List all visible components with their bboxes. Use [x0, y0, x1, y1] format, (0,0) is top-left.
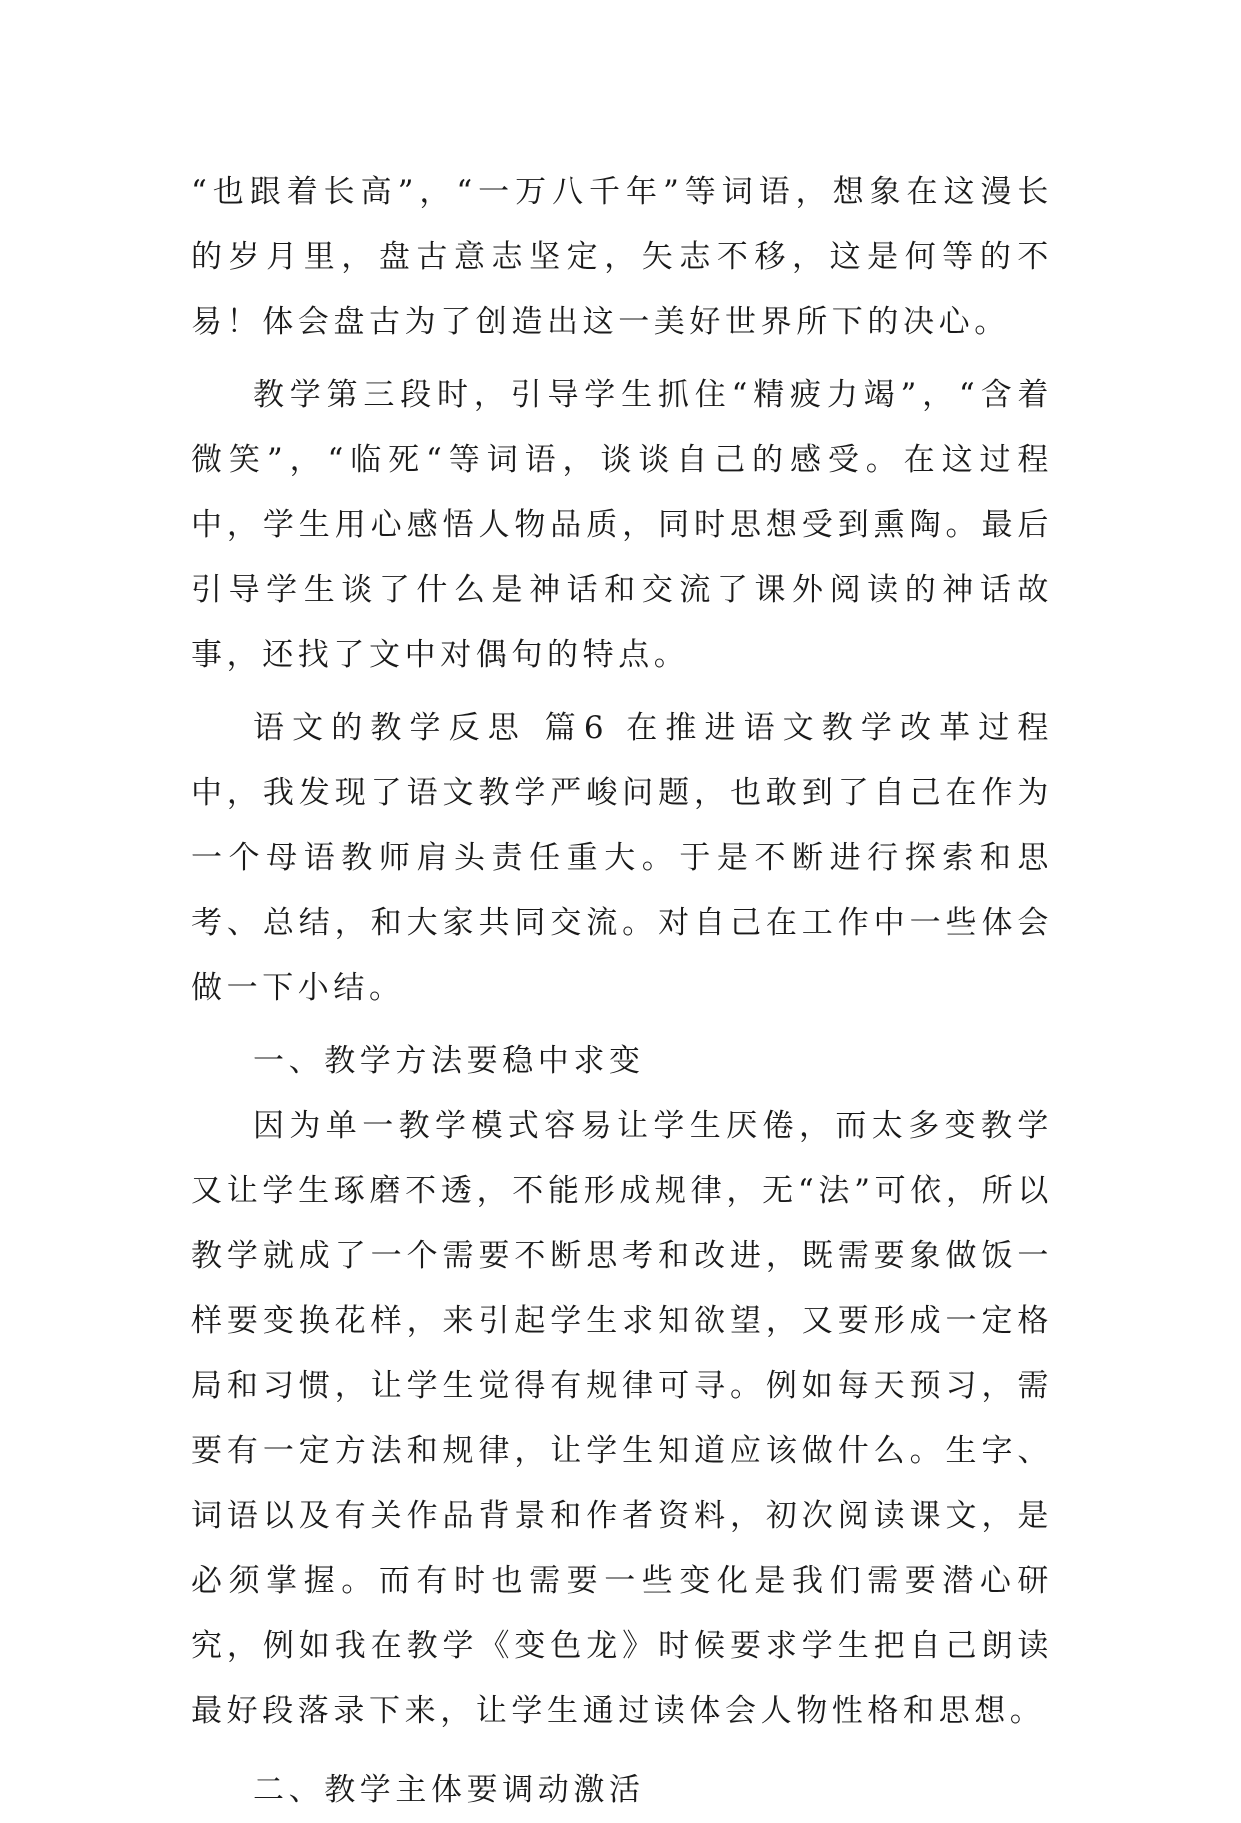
document-body — [191, 160, 1053, 1823]
section-heading-2: 二、教学主体要调动激活 — [253, 1772, 645, 1808]
paragraph-2: 教学第三段时，引导学生抓住“精疲力竭”，“含着微笑”，“临死“等词语，谈谈自己的感受。在这过程中，学生用心感悟人物品质，同时思想受到熏陶。最后引导学生谈了什么是神话和交流了课外阅读的神话故事，还找了文中对偶句的特点。 — [191, 377, 1053, 673]
paragraph-1: “也跟着长高”，“一万八千年”等词语，想象在这漫长的岁月里，盘古意志坚定，矢志不移，这是何等的不易！体会盘古为了创造出这一美好世界所下的决心。 — [191, 174, 1053, 340]
section-heading-1: 一、教学方法要稳中求变 — [253, 1043, 645, 1079]
paragraph-4: 因为单一教学模式容易让学生厌倦，而太多变教学又让学生琢磨不透，不能形成规律，无“法”可依，所以教学就成了一个需要不断思考和改进，既需要象做饭一样要变换花样，来引起学生求知欲望，又要形成一定格局和习惯，让学生觉得有规律可寻。例如每天预习，需要有一定方法和规律，让学生知道应该做什么。生字、词语以及有关作品背景和作者资料，初次阅读课文，是必须掌握。而有时也需要一些变化是我们需要潜心研究，例如我在教学《变色龙》时候要求学生把自己朗读最好段落录下来，让学生通过读体会人物性格和思想。 — [191, 1108, 1053, 1729]
paragraph-3: 语文的教学反思 篇6 在推进语文教学改革过程中，我发现了语文教学严峻问题，也敢到了自己在作为一个母语教师肩头责任重大。于是不断进行探索和思考、总结，和大家共同交流。对自己在工作中一些体会做一下小结。 — [191, 710, 1053, 1006]
